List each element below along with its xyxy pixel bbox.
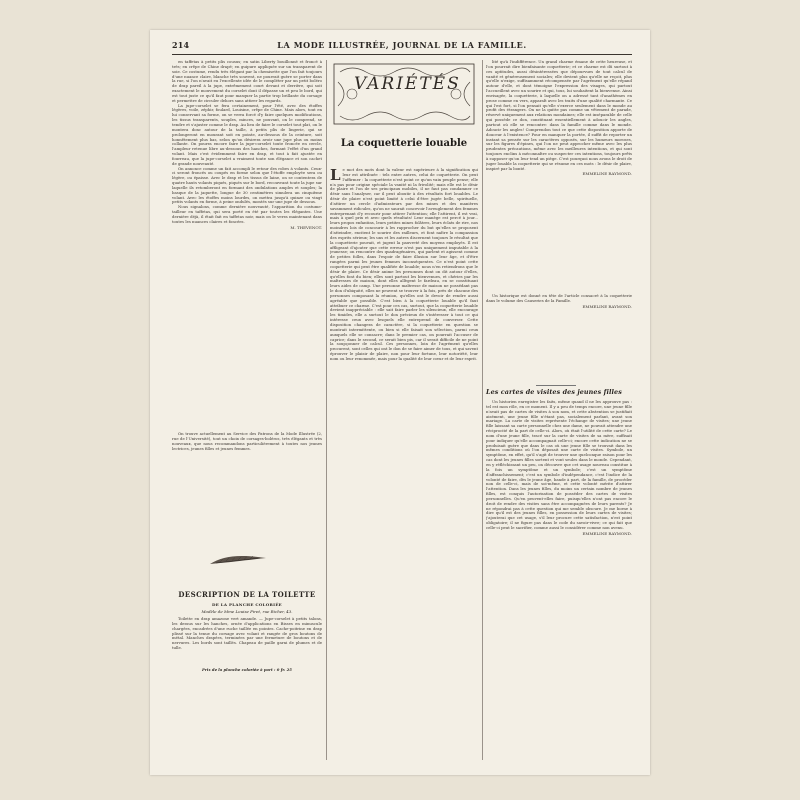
fashion-paragraph-2: La jupe-corselet se fera certainement, pour l'été, avec des étoffes légères, voile, zéphir, foulard, Louisine, crêpe de Chine. Mais alors, tout en lui conservant sa forme, on se verra forcé d'y faire quelques modifications, les tissus transparents, souples, minces, ne pouvant, on le comprend, se tendre et s'ajuster comme le drap. Au lieu de faire le corselet tout plat, on le montera donc autour de la taille, à petits plis de lingerie, qui se prolongeront en mourant soit en pointe, au-dessous de la ceinture, soit honnêtement plus bas, selon qu'on désirera avoir une jupe plus ou moins collante. On pourra encore faire la jupe-corselet toute froncée en cercle, l'ampleur retenue libre au-dessous des hanches, formant l'effet d'un grand volant. Mais c'est évidemment faire en drap, et tout à fait ajustée en fourreau, que la jupe-corselet a vraiment toute son élégance et son cachet de grande nouveauté. bbox=[172, 102, 322, 166]
patterns-notice-text: On trouve actuellement au Service des Patrons de la Mode Illustrée (2, rue de l'Université), tout un choix de corsages-boléros, très élégants et très nouveaux, que nous recommandons particulièrement à toutes nos jeunes lectrices, jeunes filles et jeunes femmes. bbox=[172, 432, 322, 451]
patterns-notice bbox=[172, 432, 322, 482]
cartes-signature: EMMELINE RAYMOND. bbox=[582, 530, 632, 536]
header-rule bbox=[172, 54, 632, 55]
column-divider-right bbox=[482, 60, 483, 760]
varietes-banner-title: VARIÉTÉS bbox=[354, 74, 461, 94]
coquetterie-text: e mot des mots dont la valeur est supérieure à la signification qui leur est attribuée : tels entre autres, celui de coquetterie. On peut l'affirmer : la coquetterie n'est point ce qu'un vain peuple pense; elle n'a pas pour origine spéciale la vanité ni la frivolité; mais elle est le désir de plaire et l'on de ses principaux mobiles, il ne faut pas condamner ce désir sans l'analyser, car il peut aboutir à des résultats fort louables. Le désir de plaire n'est point limité à celui d'être jugée belle, spirituelle, d'attirer un cercle d'admirateurs par des mines et des manières savamment ridicules, qu'on ne saurait concevoir l'aveuglement des femmes entreprenant d'y recourir pour attirer l'attention; elle l'attirent, il est vrai, mais à quel prix et avec quels résultats! Leur manège est percé à jour... leurs propos enfantins, leurs petites mines folâtres, leurs éclats de rire, nos moindres lois de concourir à les rapprocher du but qu'elles se proposent d'atteindre, excitent le sourire des railleurs, et font naître la compassion des esprits sérieux; les uns et les autres discernent toujours le résultat que la coquetterie pouvait, et jugent la pauvreté des moyens employés. Il est affligeant d'ajouter que cette erreur n'est pas uniquement imputable à la jeunesse; on rencontre des quadragénaires, qui parlent et agissent comme de petites folles, dans l'espoir de faire illusion sur leur âge, et d'être rangées parmi les jeunes femmes inconséquentes. Ce n'est point cette coquetterie qui peut être qualifiée de louable; nous n'en retiendrons que le désir de plaire. Ce désir anime les personnes dont on dit autour d'elles, qu'elles font du bien; elles sont partout les bienvenues, et chéries par les maîtresses de maison, dont elles allègent le fardeau, en se constituant leurs aides de camp. Une personne maîtresse de maison ne possédant pas le don d'ubiquité, elles ne peuvent se trouver à la fois, près de chacune des personnes composant la réunion, qu'elles ont le devoir de rendre aussi agréable que possible. C'est bien à la coquetterie louable qu'il faut attribuer ce charme. C'est pour ces cas, surtout, que la coquetterie louable devient inappréciable : elle sait faire parler les silencieux, elle encourage les timides, elle a surtout le don précieux de s'intéresser à tout ce qui intéresse ceux avec lesquels elle entreprend de converser. Cette disposition changera de caractère, si la coquetterie en question se montrait intermittente, ou bien si elle faisait son sélection, parmi ceux auxquels elle se consacre; dans le premier cas, on pourrait l'accuser de caprice; dans le second, ce serait bien pis, car il serait difficile de ne point la soupçonner de calcul. Ces personnes, loin de l'agrément qu'elles procurent, sont celles qui ont le don de se faire aimer de tous, et qui savent éprouver le plaisir de plaire, non pour leur fortune, leur notoriété, leur nom ou leur renommée, mais pour la qualité de leur cœur et de leur esprit. bbox=[330, 168, 478, 361]
dropcap: L bbox=[330, 168, 341, 184]
description-model: Modèle de Mme Louise Piret, rue Richer, 43. bbox=[201, 609, 293, 614]
fashion-paragraph-3: On annonce comme un fait accompli le retour des robes à volants. Ceux-ci seront froncés ou coupés en forme selon que l'étoffe employée sera ou légère, ou épaisse. Avec le drap et les tissus de laine, on se contentera de quatre hauts volants piqués, piqués sur le bord, recouvrant toute la jupe sur laquelle ils retomberont en formant des ondulations amples et souples; la basque de la jaquette, longue de 30 centimètres simulera un cinquième volant. Avec les étoffes moins lourdes, on mettra jusqu'à quinze ou vingt petits volants en forme, à peine ondulés, montés sur une jupe de dessous. bbox=[172, 165, 322, 205]
page-header bbox=[172, 40, 632, 54]
description-subtitle: DE LA PLANCHE COLORIÉE bbox=[211, 602, 283, 607]
description-body bbox=[172, 617, 322, 667]
cartes-title: Les cartes de visites des jeunes filles bbox=[486, 388, 622, 396]
coquetterie-continued bbox=[486, 60, 632, 295]
coquetterie-signature: EMMELINE RAYMOND. bbox=[582, 171, 632, 177]
description-title: DESCRIPTION DE LA TOILETTE bbox=[178, 590, 316, 599]
fashion-paragraph-1: en taffetas à petits plis cousus; en satin Liberty bouillonné et froncé à très; en crêpe de Chine drapé; en guipure appliquée sur un transparent de soie. Ce costume, rendu très élégant par la chemisette que l'on fait toujours d'une nuance claire, blanche très souvent, ne pourrait guère se porter dans la rue, si l'on n'avait eu l'excellente idée de le compléter par un petit boléro de drap pareil à la jupe, extrêmement court devant et derrière, qui soit exactement le mouvement du corselet dont il dépasse un et peu le bord, qui est tout juste ce qu'il faut pour masquer la partie trop brillante du corsage et permettre de circuler dehors sans attirer les regards. bbox=[172, 60, 322, 103]
column-divider-left bbox=[326, 60, 327, 760]
coquetterie-continued-text: lité qu'à l'indifférence. Un grand charme émane de cette heureuse, et l'on pourrait dire bienfaisante coquetterie; et ce charme est dû surtout à ces aptitudes, aussi désintéressées que dépourvues de tout calcul de vanité et généreusement sociales; elle devient plus qu'elle ne reçoit, plus qu'elle n'exige, suffisamment récompensée par l'agrément qu'elle répand autour d'elle, et dont témoigne l'expression des visages, qui partout l'accueillent avec un sourire et qui, tous, lui souhaitent la bienvenue. Ainsi envisagée, la coquetterie, à laquelle on a adressé tant d'anathèmes en prose comme en vers, apparaît avec les traits d'une qualité charmante. Ce qui l'est fort, si l'on pensait qu'elle s'exerce seulement dans le monde au profit des étrangers. On ne la quitte pas comme un vêtement de parade, réservé uniquement aux relations mondaines; elle est inséparable de celle qui possède ce don, constituant essentiellement à adoucir les angles, partout où elle se rencontre: dans la famille comme dans le monde. Adoucir les angles! Comprendon tout ce que cette disposition apporte de douceur à l'existence? Pour en manquer la portée, il suffit de reporter un instant sa pensée sur les caractères opposés, sur les humeurs moroses, sur les figures d'épines, qui l'on ne peut approcher même avec les plus prudentes précautions, même avec les meilleures intentions, et qui sont toujours enclins à méconnaître ou suspecter ces intentions, toujours prêts à supposer qu'on leur tend un piège. C'est pourquoi nous avons le droit de juger louable la coquetterie qui se résume en ces mots : le désir de plaire, inspiré par la bonté. bbox=[486, 60, 632, 171]
description-text: Toilette en drap amazone vert amande. — Jupe-corselet à petits talons, les dessus sur les hanches, ornée d'applications en Bisses en minuscule chargées, encadrées d'une ruche taillée en pointes. Cache-poitrine en drap plissé sur la tenue du corsage avec volant et rangée de gros boutons de métal. Manches drapées, terminées par une fermeture de boutons et de nervures. Les bords sont taillés. Chapeau de paille garni de plumes et de tulle. bbox=[172, 617, 322, 651]
cartes-text: Un historien enregistre les faits, même quand il ne les approuve pas : tel est mon rôle, en ce moment. Il y a peu de temps encore, une jeune fille n'avait pas de cartes de visites à son nom, et cette abstention se justifiait aisément, une jeune fille n'étant pas, socialement parlant, avant son mariage. La carte de visites représente l'échange de visites; une jeune fille laissant sa carte personnelle chez une dame, ne pouvait attendre une réciprocité de la part de celle-ci. Alors, où était l'utilité de cette carte? Le nom d'une jeune fille, tracé sur la carte de visites de sa mère, suffisait pour indiquer qu'elle accompagnait celle-ci; encore cette indication ne se produisait guère que dans le cas où une jeune fille se trouvait dans les mêmes conditions où l'on déposait une carte de visites. Symbole, un symptôme, en effet, qu'il s'agit de trouver une quelconque raison pour les cas dont les jeunes filles sortent et vont seules dans le monde. Cependant, en y réfléchissant un peu, on découvre que cet usage nouveau constitue à la fois un symptôme et un symbole; c'est un symptôme d'affranchissement; c'est un symbole d'indépendance, c'est l'indice de la volonté de faire, dès le jeune âge, bande à part, de la famille, de procéder non de celle-ci, mais de soi-même, et cette volonté mérite d'attirer l'attention. Dans les jeunes filles, du moins un certain nombre de jeunes filles, est conquis l'autorisation de posséder des cartes de visites personnelles. Qu'en peuvent-elles faire, puisqu'elles n'ont pas encore le droit de rendre des visites sans être accompagnées de leurs parents? Je ne répondrai pas à cette question qui me semble obscure. Je me borne à dire qu'il est des jeunes filles, en possession de leurs cartes de visites; j'ajouterai que cet usage, s'il leur procure cette satisfaction, n'est point obligatoire; il ne figure pas dans le code du savoir-vivre; ce qui fait que celle-ci peut le sacrifier, comme aussi le considérer comme non avenu. bbox=[486, 400, 632, 530]
magazine-page bbox=[150, 30, 650, 775]
section-separator bbox=[536, 385, 576, 386]
cartes-column bbox=[486, 400, 632, 700]
running-head: LA MODE ILLUSTRÉE, JOURNAL DE LA FAMILLE. bbox=[277, 40, 527, 50]
page-number: 214 bbox=[172, 40, 190, 50]
plume-ornament-icon bbox=[208, 550, 268, 570]
description-price: Prix de la planche coloriée à part : 0 fr. 25 bbox=[202, 667, 292, 672]
coquetterie-column bbox=[330, 168, 478, 763]
footnote bbox=[486, 294, 632, 386]
fashion-article-column bbox=[172, 60, 322, 420]
coquetterie-title: La coquetterie louable bbox=[340, 138, 468, 149]
footnote-text: Un historique est donné en tête de l'article consacré à la coquetterie dans le volume des Causeries de la Famille. bbox=[486, 294, 632, 303]
fashion-signature: M. THEVENOT. bbox=[290, 224, 322, 230]
fashion-paragraph-4: Nous signalons, comme dernière nouveauté, l'apparition du costume-tailleur en taffetas, qui sera porté en été par toutes les élégantes. Une dernière déjà, il était fait en taffetas noir, mais on le verra maintenant dans toutes les nuances claires et foncées. bbox=[172, 204, 322, 224]
footnote-signature: EMMELINE RAYMOND. bbox=[582, 303, 632, 309]
